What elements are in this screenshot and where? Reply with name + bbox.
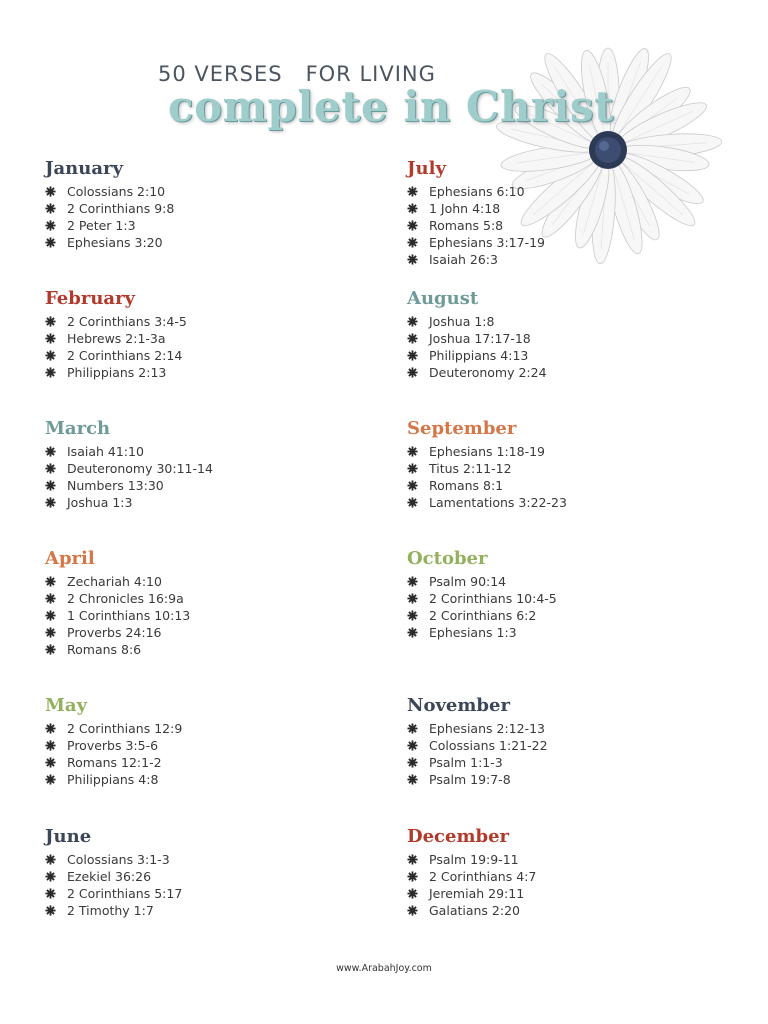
verse-item xyxy=(45,737,345,754)
verse-reference: Romans 8:6 xyxy=(67,642,142,657)
sunburst-bullet-icon xyxy=(45,186,67,197)
verse-item xyxy=(45,494,345,511)
sunburst-bullet-icon xyxy=(45,723,67,734)
sunburst-bullet-icon xyxy=(45,610,67,621)
verse-reference: Psalm 90:14 xyxy=(429,574,507,589)
sunburst-bullet-icon xyxy=(407,497,429,508)
verse-reference: Philippians 4:13 xyxy=(429,348,529,363)
verse-reference: Romans 5:8 xyxy=(429,218,504,233)
sunburst-bullet-icon xyxy=(45,627,67,638)
verse-reference: Jeremiah 29:11 xyxy=(429,886,525,901)
sunburst-bullet-icon xyxy=(407,220,429,231)
verse-list xyxy=(45,573,345,658)
verse-item xyxy=(407,737,707,754)
verse-reference: Deuteronomy 30:11-14 xyxy=(67,461,213,476)
sunburst-bullet-icon xyxy=(407,627,429,638)
sunburst-bullet-icon xyxy=(45,774,67,785)
verse-list xyxy=(45,313,345,381)
month-heading: August xyxy=(407,288,479,309)
sunburst-bullet-icon xyxy=(407,367,429,378)
month-april xyxy=(45,548,345,658)
month-heading: November xyxy=(407,695,510,716)
month-heading: October xyxy=(407,548,488,569)
verse-list xyxy=(407,313,707,381)
verse-item xyxy=(45,443,345,460)
month-january xyxy=(45,158,345,251)
verse-item xyxy=(407,771,707,788)
sunburst-bullet-icon xyxy=(407,446,429,457)
verse-item xyxy=(407,251,707,268)
verse-item xyxy=(407,573,707,590)
sunburst-bullet-icon xyxy=(45,888,67,899)
verse-item xyxy=(45,460,345,477)
verse-reference: Psalm 19:9-11 xyxy=(429,852,519,867)
verse-item xyxy=(407,720,707,737)
sunburst-bullet-icon xyxy=(407,254,429,265)
verse-list xyxy=(407,443,707,511)
verse-item xyxy=(45,885,345,902)
verse-reference: 2 Corinthians 10:4-5 xyxy=(429,591,557,606)
sunburst-bullet-icon xyxy=(45,367,67,378)
month-may xyxy=(45,695,345,788)
month-heading: April xyxy=(45,548,95,569)
verse-reference: Romans 8:1 xyxy=(429,478,504,493)
verse-list xyxy=(45,443,345,511)
verse-reference: Philippians 2:13 xyxy=(67,365,167,380)
verse-item xyxy=(407,234,707,251)
verse-item xyxy=(45,183,345,200)
sunburst-bullet-icon xyxy=(407,888,429,899)
verse-item xyxy=(45,364,345,381)
verse-reference: 2 Corinthians 12:9 xyxy=(67,721,183,736)
verse-item xyxy=(45,330,345,347)
verse-reference: Ephesians 1:18-19 xyxy=(429,444,545,459)
verse-reference: 2 Chronicles 16:9a xyxy=(67,591,184,606)
verse-item xyxy=(407,590,707,607)
verse-item xyxy=(407,200,707,217)
verse-list xyxy=(407,183,707,268)
verse-reference: Proverbs 24:16 xyxy=(67,625,162,640)
verse-reference: 2 Corinthians 4:7 xyxy=(429,869,537,884)
month-heading: January xyxy=(45,158,123,179)
sunburst-bullet-icon xyxy=(407,610,429,621)
verse-item xyxy=(407,868,707,885)
sunburst-bullet-icon xyxy=(407,316,429,327)
verse-reference: Philippians 4:8 xyxy=(67,772,159,787)
verse-reference: Isaiah 41:10 xyxy=(67,444,144,459)
verse-reference: 2 Corinthians 3:4-5 xyxy=(67,314,187,329)
sunburst-bullet-icon xyxy=(45,220,67,231)
verse-list xyxy=(45,183,345,251)
verse-reference: Deuteronomy 2:24 xyxy=(429,365,547,380)
verse-item xyxy=(45,607,345,624)
sunburst-bullet-icon xyxy=(407,463,429,474)
verse-item xyxy=(45,868,345,885)
title-line-2: complete in Christ xyxy=(168,82,615,131)
title-line-1: 50 VERSES FOR LIVING xyxy=(158,62,436,86)
sunburst-bullet-icon xyxy=(45,446,67,457)
verse-reference: Ezekiel 36:26 xyxy=(67,869,152,884)
verse-reference: Ephesians 2:12-13 xyxy=(429,721,545,736)
verse-item xyxy=(407,217,707,234)
verse-item xyxy=(45,313,345,330)
sunburst-bullet-icon xyxy=(407,186,429,197)
sunburst-bullet-icon xyxy=(45,333,67,344)
verse-item xyxy=(45,590,345,607)
verse-list xyxy=(407,851,707,919)
month-july xyxy=(407,158,707,268)
verse-item xyxy=(407,364,707,381)
verse-item xyxy=(45,217,345,234)
verse-reference: Psalm 19:7-8 xyxy=(429,772,511,787)
month-march xyxy=(45,418,345,511)
verse-reference: 2 Timothy 1:7 xyxy=(67,903,154,918)
verse-reference: Hebrews 2:1-3a xyxy=(67,331,166,346)
sunburst-bullet-icon xyxy=(407,237,429,248)
sunburst-bullet-icon xyxy=(407,350,429,361)
verse-reference: Ephesians 1:3 xyxy=(429,625,517,640)
verse-item xyxy=(45,851,345,868)
sunburst-bullet-icon xyxy=(407,723,429,734)
verse-reference: 2 Corinthians 6:2 xyxy=(429,608,537,623)
month-heading: September xyxy=(407,418,517,439)
verse-item xyxy=(45,200,345,217)
verse-item xyxy=(45,573,345,590)
sunburst-bullet-icon xyxy=(45,237,67,248)
verse-list xyxy=(407,720,707,788)
verse-reference: Zechariah 4:10 xyxy=(67,574,162,589)
verse-item xyxy=(407,347,707,364)
verse-item xyxy=(407,902,707,919)
month-september xyxy=(407,418,707,511)
verse-reference: Numbers 13:30 xyxy=(67,478,164,493)
sunburst-bullet-icon xyxy=(407,757,429,768)
sunburst-bullet-icon xyxy=(45,316,67,327)
sunburst-bullet-icon xyxy=(45,203,67,214)
sunburst-bullet-icon xyxy=(45,644,67,655)
verse-reference: 2 Corinthians 9:8 xyxy=(67,201,175,216)
sunburst-bullet-icon xyxy=(407,854,429,865)
verse-item xyxy=(45,754,345,771)
verse-item xyxy=(407,624,707,641)
sunburst-bullet-icon xyxy=(45,757,67,768)
verse-reference: 1 John 4:18 xyxy=(429,201,501,216)
verse-reference: Joshua 17:17-18 xyxy=(429,331,531,346)
sunburst-bullet-icon xyxy=(45,576,67,587)
sunburst-bullet-icon xyxy=(45,871,67,882)
verse-reference: Joshua 1:8 xyxy=(429,314,495,329)
verse-reference: 1 Corinthians 10:13 xyxy=(67,608,191,623)
verse-reference: Romans 12:1-2 xyxy=(67,755,162,770)
month-february xyxy=(45,288,345,381)
sunburst-bullet-icon xyxy=(407,593,429,604)
verse-reference: Isaiah 26:3 xyxy=(429,252,498,267)
verse-reference: 2 Corinthians 2:14 xyxy=(67,348,183,363)
verse-list xyxy=(45,720,345,788)
verse-item xyxy=(45,902,345,919)
sunburst-bullet-icon xyxy=(407,576,429,587)
verse-item xyxy=(407,754,707,771)
verse-reference: Ephesians 6:10 xyxy=(429,184,525,199)
verse-item xyxy=(407,443,707,460)
sunburst-bullet-icon xyxy=(45,854,67,865)
month-december xyxy=(407,826,707,919)
footer-url: www.ArabahJoy.com xyxy=(336,963,432,974)
sunburst-bullet-icon xyxy=(45,350,67,361)
verse-item xyxy=(407,313,707,330)
verse-item xyxy=(45,641,345,658)
verse-item xyxy=(45,477,345,494)
verse-reference: Lamentations 3:22-23 xyxy=(429,495,567,510)
verse-reference: 2 Peter 1:3 xyxy=(67,218,136,233)
sunburst-bullet-icon xyxy=(407,203,429,214)
sunburst-bullet-icon xyxy=(45,497,67,508)
month-heading: March xyxy=(45,418,111,439)
verse-item xyxy=(407,607,707,624)
verse-item xyxy=(407,851,707,868)
verse-item xyxy=(407,330,707,347)
sunburst-bullet-icon xyxy=(407,905,429,916)
verse-reference: Colossians 3:1-3 xyxy=(67,852,170,867)
month-october xyxy=(407,548,707,641)
sunburst-bullet-icon xyxy=(407,774,429,785)
sunburst-bullet-icon xyxy=(45,463,67,474)
verse-reference: 2 Corinthians 5:17 xyxy=(67,886,183,901)
sunburst-bullet-icon xyxy=(407,333,429,344)
verse-item xyxy=(45,771,345,788)
verse-reference: Colossians 2:10 xyxy=(67,184,166,199)
verse-item xyxy=(45,234,345,251)
verse-item xyxy=(407,460,707,477)
month-heading: May xyxy=(45,695,88,716)
verse-list xyxy=(407,573,707,641)
sunburst-bullet-icon xyxy=(45,740,67,751)
sunburst-bullet-icon xyxy=(407,871,429,882)
verse-item xyxy=(45,720,345,737)
month-heading: July xyxy=(407,158,446,179)
verse-reference: Psalm 1:1-3 xyxy=(429,755,503,770)
month-august xyxy=(407,288,707,381)
verse-item xyxy=(407,885,707,902)
month-heading: June xyxy=(45,826,92,847)
verse-reference: Titus 2:11-12 xyxy=(429,461,512,476)
month-june xyxy=(45,826,345,919)
verse-reference: Ephesians 3:20 xyxy=(67,235,163,250)
month-november xyxy=(407,695,707,788)
verse-reference: Joshua 1:3 xyxy=(67,495,133,510)
sunburst-bullet-icon xyxy=(407,740,429,751)
month-heading: February xyxy=(45,288,136,309)
verse-item xyxy=(407,494,707,511)
verse-list xyxy=(45,851,345,919)
verse-reference: Proverbs 3:5-6 xyxy=(67,738,159,753)
month-heading: December xyxy=(407,826,510,847)
verse-reference: Ephesians 3:17-19 xyxy=(429,235,545,250)
verse-reference: Colossians 1:21-22 xyxy=(429,738,548,753)
sunburst-bullet-icon xyxy=(407,480,429,491)
sunburst-bullet-icon xyxy=(45,905,67,916)
verse-item xyxy=(45,624,345,641)
verse-item xyxy=(407,477,707,494)
sunburst-bullet-icon xyxy=(45,593,67,604)
verse-reference: Galatians 2:20 xyxy=(429,903,520,918)
verse-item xyxy=(45,347,345,364)
verse-item xyxy=(407,183,707,200)
sunburst-bullet-icon xyxy=(45,480,67,491)
